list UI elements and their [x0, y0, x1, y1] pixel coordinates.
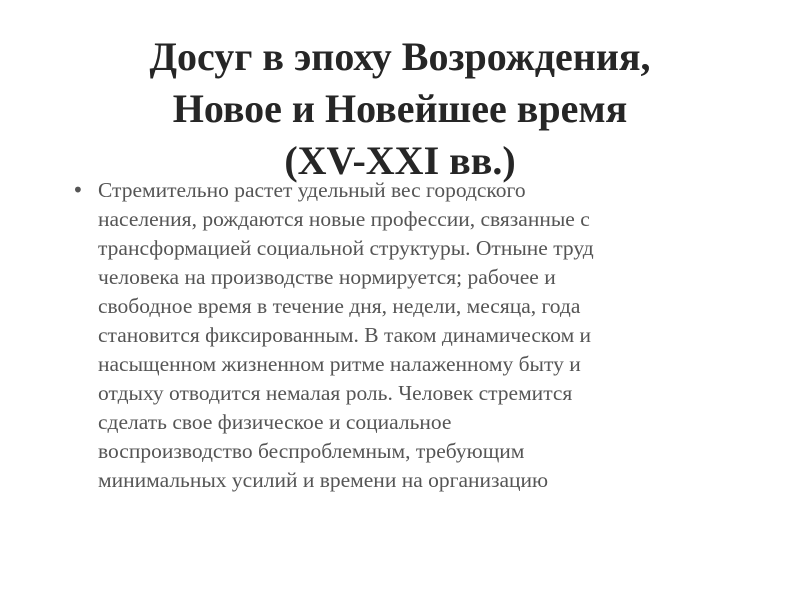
- bullet-item: [68, 176, 708, 495]
- bullet-text-line: становится фиксированным. В таком динамическом и: [98, 323, 592, 347]
- bullet-text-line: населения, рождаются новые профессии, связанные с: [98, 207, 590, 231]
- bullet-text-line: человека на производстве нормируется; рабочее и: [98, 265, 556, 289]
- title-line: Новое и Новейшее время: [172, 85, 628, 131]
- bullet-marker: •: [72, 178, 84, 202]
- bullet-text-line: отдыху отводится немалая роль. Человек стремится: [98, 381, 573, 405]
- bullet-text-line: минимальных усилий и времени на организацию: [98, 468, 549, 492]
- slide-title: [0, 31, 800, 187]
- bullet-text-line: насыщенном жизненном ритме налаженному быту и: [98, 352, 581, 376]
- bullet-text-line: свободное время в течение дня, недели, месяца, года: [98, 294, 581, 318]
- title-line: (XV-XXI вв.): [284, 137, 516, 183]
- bullet-list: [68, 176, 708, 495]
- bullet-text-line: сделать свое физическое и социальное: [98, 410, 452, 434]
- bullet-text-line: трансформацией социальной структуры. Отныне труд: [98, 236, 594, 260]
- bullet-text-line: Стремительно растет удельный вес городского: [98, 178, 526, 202]
- title-line: Досуг в эпоху Возрождения,: [149, 33, 651, 79]
- bullet-text-line: воспроизводство беспроблемным, требующим: [98, 439, 525, 463]
